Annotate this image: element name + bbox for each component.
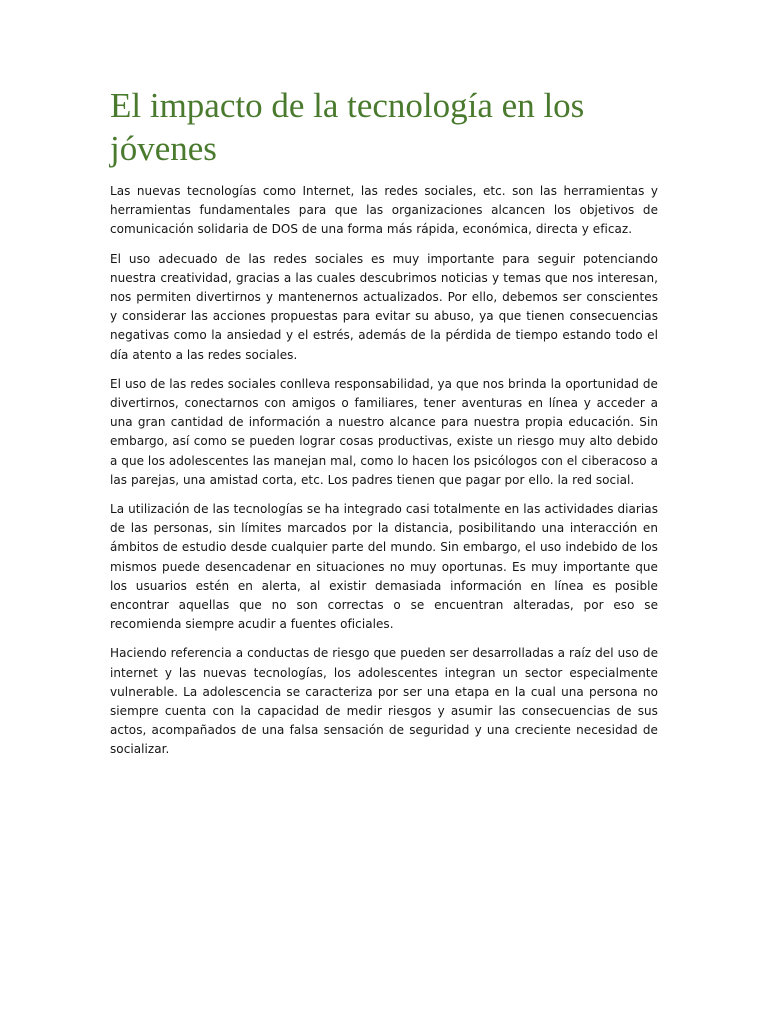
paragraph-2: El uso adecuado de las redes sociales es muy importante para seguir potenciando nuestra creatividad, gracias a las cuales descubrimos noticias y temas que nos interesan, nos permiten divertirnos y mantenernos actualizados. Por ello, debemos ser conscientes y considerar las acciones propuestas para evitar su abuso, ya que tienen consecuencias negativas como la ansiedad y el estrés, además de la pérdida de tiempo estando todo el día atento a las redes sociales. bbox=[110, 251, 658, 362]
paragraph-3: El uso de las redes sociales conlleva responsabilidad, ya que nos brinda la oportunidad de divertirnos, conectarnos con amigos o familiares, tener aventuras en línea y acceder a una gran cantidad de información a nuestro alcance para nuestra propia educación. Sin embargo, así como se pueden lograr cosas productivas, existe un riesgo muy alto debido a que los adolescentes las manejan mal, como lo hacen los psicólogos con el ciberacoso a las parejas, una amistad corta, etc. Los padres tienen que pagar por ello. la red social. bbox=[110, 376, 658, 487]
paragraph-4: La utilización de las tecnologías se ha integrado casi totalmente en las actividades diarias de las personas, sin límites marcados por la distancia, posibilitando una interacción en ámbitos de estudio desde cualquier parte del mundo. Sin embargo, el uso indebido de los mismos puede desencadenar en situaciones no muy oportunas. Es muy importante que los usuarios estén en alerta, al existir demasiada información en línea es posible encontrar aquellas que no son correctas o se encuentran alteradas, por eso se recomienda siempre acudir a fuentes oficiales. bbox=[110, 502, 658, 632]
document-title: El impacto de la tecnología en los jóvenes bbox=[110, 86, 585, 168]
paragraph-1: Las nuevas tecnologías como Internet, las redes sociales, etc. son las herramientas y herramientas fundamentales para que las organizaciones alcancen los objetivos de comunicación solidaria de DOS de una forma más rápida, económica, directa y eficaz. bbox=[110, 184, 658, 237]
paragraph-5: Haciendo referencia a conductas de riesgo que pueden ser desarrolladas a raíz del uso de internet y las nuevas tecnologías, los adolescentes integran un sector especialmente vulnerable. La adolescencia se caracteriza por ser una etapa en la cual una persona no siempre cuenta con la capacidad de medir riesgos y asumir las consecuencias de sus actos, acompañados de una falsa sensación de seguridad y una creciente necesidad de socializar. bbox=[110, 646, 658, 757]
document-body bbox=[110, 84, 658, 770]
